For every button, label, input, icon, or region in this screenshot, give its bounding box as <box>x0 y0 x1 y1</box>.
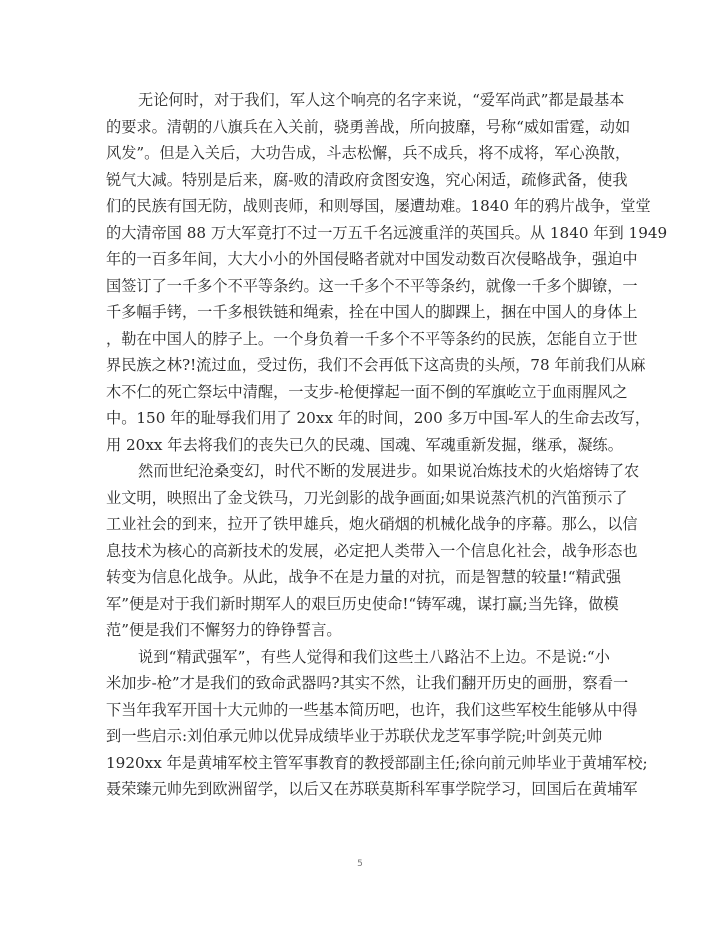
text-line: 说到“精武强军”，有些人觉得和我们这些土八路沾不上边。不是说:“小 <box>138 647 610 666</box>
text-line: 锐气大减。特别是后来，腐-败的清政府贪图安逸，究心闲适，疏修武备，使我 <box>106 170 628 189</box>
text-line: 木不仁的死亡祭坛中清醒，一支步-枪便撑起一面不倒的军旗屹立于血雨腥风之 <box>106 382 628 401</box>
text-line: 中。150 年的耻辱我们用了 20xx 年的时间，200 多万中国-军人的生命去改写， <box>106 409 651 427</box>
paragraph-2 <box>106 458 640 644</box>
paragraph-1 <box>106 87 668 458</box>
text-line: 米加步-枪”才是我们的致命武器吗?其实不然，让我们翻开历史的画册，察看一 <box>106 674 629 692</box>
text-line: 业文明，映照出了金戈铁马，刀光剑影的战争画面;如果说蒸汽机的汽笛预示了 <box>106 488 628 507</box>
text-line: 到一些启示:刘伯承元帅以优异成绩毕业于苏联伏龙芝军事学院;叶剑英元帅 <box>106 727 603 745</box>
text-line: 国签订了一千多个不平等条约。这一千多个不平等条约，就像一千多个脚镣，一 <box>106 276 638 295</box>
text-line: ，勒在中国人的脖子上。一个身负着一千多个不平等条约的民族，怎能自立于世 <box>106 329 638 348</box>
text-line: 年的一百多年间，大大小小的外国侵略者就对中国发动数百次侵略战争，强迫中 <box>106 250 638 268</box>
text-line: 的大清帝国 88 万大军竟打不过一万五千名远渡重洋的英国兵。从 1840 年到 1949 <box>106 223 668 242</box>
text-line: 转变为信息化战争。从此，战争不在是力量的对抗，而是智慧的较量!“精武强 <box>106 568 622 586</box>
text-line: 们的民族有国无防，战则丧师，和则辱国，屡遭劫难。1840 年的鸦片战争，堂堂 <box>106 197 651 215</box>
paragraph-3 <box>106 644 648 803</box>
page-number: 5 <box>357 859 363 869</box>
text-line: 无论何时，对于我们，军人这个响亮的名字来说，“爱军尚武”都是最基本 <box>138 91 625 109</box>
text-line: 范”便是我们不懈努力的铮铮誓言。 <box>106 621 342 639</box>
text-line: 界民族之林?!流过血，受过伤，我们不会再低下这高贵的头颅，78 年前我们从麻 <box>106 356 646 374</box>
text-line: 下当年我军开国十大元帅的一些基本简历吧，也许，我们这些军校生能够从中得 <box>106 700 638 719</box>
text-line: 用 20xx 年去将我们的丧失已久的民魂、国魂、军魂重新发掘，继承，凝练。 <box>106 435 623 454</box>
text-line: 风发”。但是入关后，大功告成，斗志松懈，兵不成兵，将不成将，军心涣散， <box>106 144 631 162</box>
text-line: 聂荣臻元帅先到欧洲留学，以后又在苏联莫斯科军事学院学习，回国后在黄埔军 <box>106 780 638 798</box>
text-line: 然而世纪沧桑变幻，时代不断的发展进步。如果说冶炼技术的火焰熔铸了农 <box>138 462 640 480</box>
text-line: 工业社会的到来，拉开了铁甲雄兵，炮火硝烟的机械化战争的序幕。那么，以信 <box>106 515 638 533</box>
document-body <box>106 87 668 803</box>
text-line: 千多幅手铐，一千多根铁链和绳索，拴在中国人的脚踝上，捆在中国人的身体上 <box>106 303 638 321</box>
text-line: 1920xx 年是黄埔军校主管军事教育的教授部副主任;徐向前元帅毕业于黄埔军校; <box>106 753 648 772</box>
text-line: 的要求。清朝的八旗兵在入关前，骁勇善战，所向披靡，号称“威如雷霆，动如 <box>106 117 631 136</box>
text-line: 息技术为核心的高新技术的发展，必定把人类带入一个信息化社会，战争形态也 <box>106 541 638 560</box>
text-line: 军”便是对于我们新时期军人的艰巨历史使命!“铸军魂，谋打赢;当先锋，做模 <box>106 594 619 613</box>
